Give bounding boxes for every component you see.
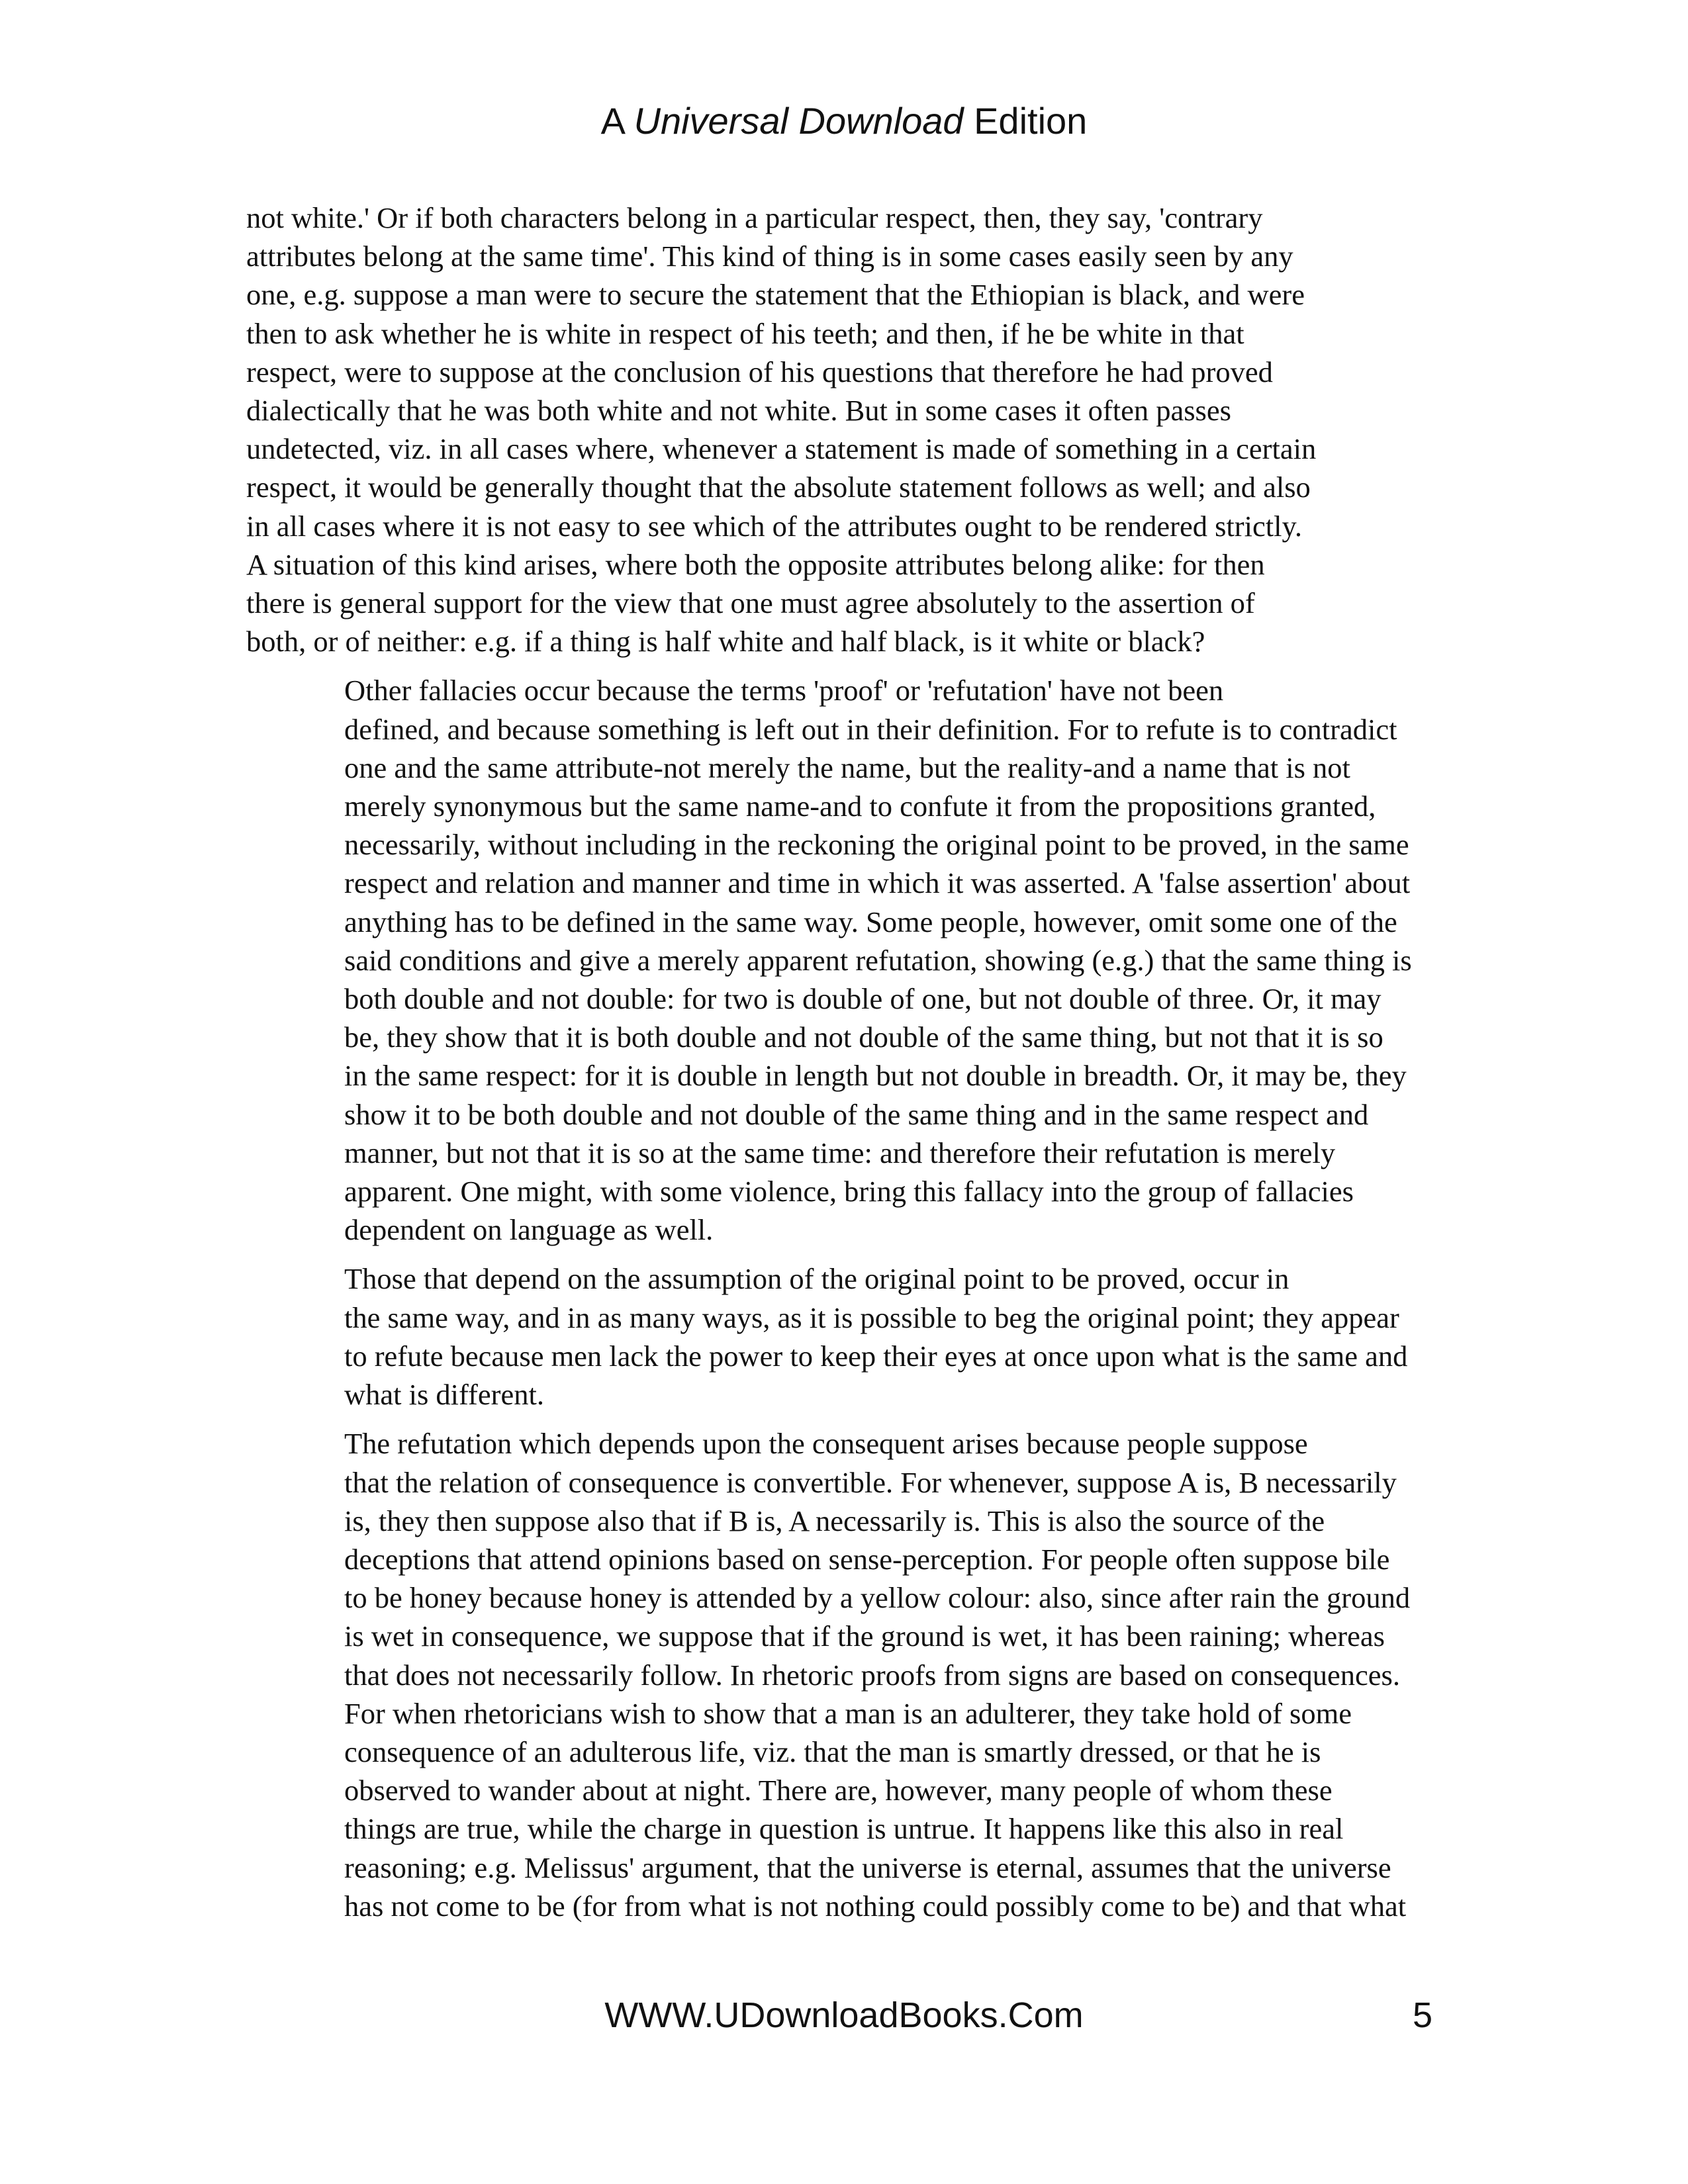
text-line: dependent on language as well. [344,1213,714,1247]
body-text [246,199,1431,1936]
text-line: be, they show that it is both double and not double of the same thing, but not that it is so [344,1021,1383,1054]
text-line: The refutation which depends upon the consequent arises because people suppose [344,1427,1308,1461]
text-line: said conditions and give a merely apparent refutation, showing (e.g.) that the same thing is [344,943,1412,977]
text-line: Other fallacies occur because the terms 'proof' or 'refutation' have not been [344,674,1224,707]
text-line: deceptions that attend opinions based on sense-perception. For people often suppose bile [344,1542,1390,1576]
header-suffix: Edition [963,100,1088,142]
text-line: in the same respect: for it is double in length but not double in breadth. Or, it may be, they [344,1059,1407,1093]
header-emphasis: Universal Download [633,100,964,142]
text-line: attributes belong at the same time'. This kind of thing is in some cases easily seen by any [246,240,1293,273]
text-line: respect and relation and manner and time in which it was asserted. A 'false assertion' about [344,866,1411,900]
paragraph [246,671,1431,1249]
text-line: observed to wander about at night. There are, however, many people of whom these [344,1774,1333,1807]
text-line: the same way, and in as many ways, as it is possible to beg the original point; they appear [344,1300,1399,1334]
text-line: Those that depend on the assumption of the original point to be proved, occur in [344,1262,1289,1296]
paragraph [246,1259,1431,1414]
text-line: then to ask whether he is white in respect of his teeth; and then, if he be white in that [246,316,1244,350]
text-line: respect, were to suppose at the conclusion of his questions that therefore he had proved [246,355,1273,388]
text-line: not white.' Or if both characters belong in a particular respect, then, they say, 'contrary [246,201,1263,234]
text-line: A situation of this kind arises, where both the opposite attributes belong alike: for then [246,547,1265,581]
text-line: undetected, viz. in all cases where, whenever a statement is made of something in a certain [246,432,1317,466]
text-line: that does not necessarily follow. In rhetoric proofs from signs are based on consequences. [344,1658,1400,1692]
text-line: there is general support for the view that one must agree absolutely to the assertion of [246,586,1255,620]
paragraph [246,199,1431,660]
text-line: necessarily, without including in the reckoning the original point to be proved, in the same [344,828,1409,862]
text-line: has not come to be (for from what is not nothing could possibly come to be) and that what [344,1889,1407,1923]
paragraph [246,1424,1431,1925]
page-number: 5 [1412,1995,1432,2035]
page-header [0,98,1688,144]
text-line: For when rhetoricians wish to show that a man is an adulterer, they take hold of some [344,1696,1352,1730]
text-line: merely synonymous but the same name-and to confute it from the propositions granted, [344,790,1376,823]
text-line: respect, it would be generally thought that the absolute statement follows as well; and also [246,471,1311,504]
text-line: one, e.g. suppose a man were to secure the statement that the Ethiopian is black, and were [246,278,1305,312]
text-line: apparent. One might, with some violence, bring this fallacy into the group of fallacies [344,1175,1354,1208]
text-line: reasoning; e.g. Melissus' argument, that the universe is eternal, assumes that the universe [344,1850,1391,1884]
text-line: to refute because men lack the power to keep their eyes at once upon what is the same and [344,1339,1408,1373]
text-line: to be honey because honey is attended by a yellow colour: also, since after rain the ground [344,1581,1411,1615]
text-line: things are true, while the charge in question is untrue. It happens like this also in real [344,1812,1344,1846]
text-line: anything has to be defined in the same way. Some people, however, omit some one of the [344,905,1397,938]
text-line: defined, and because something is left out in their definition. For to refute is to contradict [344,712,1397,746]
header-prefix: A [600,100,634,142]
text-line: is, they then suppose also that if B is, A necessarily is. This is also the source of the [344,1504,1325,1537]
text-line: both, or of neither: e.g. if a thing is half white and half black, is it white or black? [246,625,1205,659]
text-line: manner, but not that it is so at the same time: and therefore their refutation is merely [344,1136,1336,1169]
text-line: show it to be both double and not double of the same thing and in the same respect and [344,1097,1369,1131]
text-line: consequence of an adulterous life, viz. that the man is smartly dressed, or that he is [344,1735,1321,1768]
footer-url: WWW.UDownloadBooks.Com [604,1995,1084,2035]
text-line: in all cases where it is not easy to see which of the attributes ought to be rendered strictly. [246,509,1302,543]
text-line: one and the same attribute-not merely the name, but the reality-and a name that is not [344,751,1350,784]
text-line: is wet in consequence, we suppose that if the ground is wet, it has been raining; whereas [344,1619,1385,1653]
text-line: both double and not double: for two is double of one, but not double of three. Or, it may [344,982,1382,1016]
text-line: what is different. [344,1378,544,1412]
text-line: dialectically that he was both white and not white. But in some cases it often passes [246,394,1231,428]
text-line: that the relation of consequence is convertible. For whenever, suppose A is, B necessarily [344,1465,1397,1499]
